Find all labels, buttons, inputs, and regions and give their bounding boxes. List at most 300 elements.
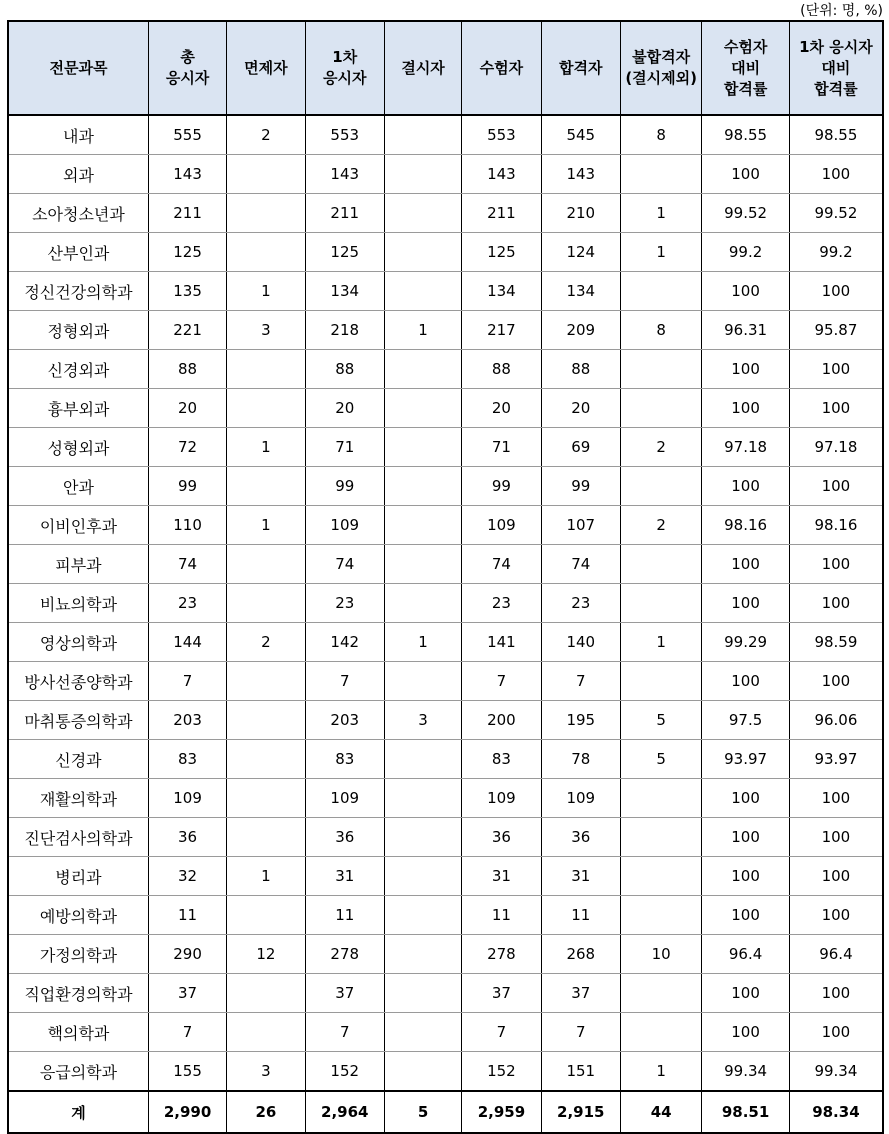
table-cell — [620, 896, 701, 935]
table-cell — [384, 389, 461, 428]
table-cell: 99.34 — [702, 1052, 790, 1092]
table-row — [8, 1052, 883, 1092]
table-body — [8, 115, 883, 1091]
table-cell — [227, 584, 305, 623]
table-cell — [384, 662, 461, 701]
total-cell: 2,990 — [148, 1091, 226, 1133]
table-cell: 5 — [620, 740, 701, 779]
table-cell — [620, 662, 701, 701]
specialty-name: 성형외과 — [8, 428, 148, 467]
table-cell: 97.18 — [789, 428, 883, 467]
table-cell: 553 — [305, 115, 384, 155]
table-row — [8, 233, 883, 272]
specialty-name: 마취통증의학과 — [8, 701, 148, 740]
table-cell: 211 — [305, 194, 384, 233]
table-row — [8, 272, 883, 311]
table-cell: 144 — [148, 623, 226, 662]
table-cell: 23 — [148, 584, 226, 623]
table-row — [8, 662, 883, 701]
table-cell: 7 — [148, 1013, 226, 1052]
table-cell: 88 — [541, 350, 620, 389]
specialty-name: 신경외과 — [8, 350, 148, 389]
table-cell — [227, 389, 305, 428]
table-cell: 135 — [148, 272, 226, 311]
table-cell: 3 — [384, 701, 461, 740]
table-cell: 100 — [702, 779, 790, 818]
table-cell: 203 — [148, 701, 226, 740]
table-cell — [620, 467, 701, 506]
table-cell: 109 — [541, 779, 620, 818]
table-cell: 100 — [789, 974, 883, 1013]
specialty-name: 신경과 — [8, 740, 148, 779]
table-cell — [620, 389, 701, 428]
table-cell — [620, 584, 701, 623]
table-cell: 2 — [620, 428, 701, 467]
table-cell: 152 — [462, 1052, 541, 1092]
table-cell: 71 — [462, 428, 541, 467]
table-cell: 93.97 — [789, 740, 883, 779]
specialty-name: 내과 — [8, 115, 148, 155]
table-cell: 1 — [384, 623, 461, 662]
table-cell: 100 — [702, 272, 790, 311]
table-cell: 100 — [789, 584, 883, 623]
table-cell: 100 — [789, 350, 883, 389]
table-cell: 93.97 — [702, 740, 790, 779]
table-cell: 96.4 — [789, 935, 883, 974]
table-cell: 134 — [462, 272, 541, 311]
table-cell: 23 — [541, 584, 620, 623]
table-cell: 7 — [305, 662, 384, 701]
table-row — [8, 350, 883, 389]
table-cell: 555 — [148, 115, 226, 155]
total-cell: 44 — [620, 1091, 701, 1133]
table-cell: 37 — [148, 974, 226, 1013]
table-cell: 100 — [789, 896, 883, 935]
total-cell: 2,915 — [541, 1091, 620, 1133]
table-cell: 134 — [305, 272, 384, 311]
table-cell — [384, 115, 461, 155]
table-cell: 1 — [227, 428, 305, 467]
table-cell: 23 — [305, 584, 384, 623]
table-cell: 100 — [702, 896, 790, 935]
table-cell: 125 — [148, 233, 226, 272]
table-cell: 100 — [789, 857, 883, 896]
table-cell: 141 — [462, 623, 541, 662]
total-row — [8, 1091, 883, 1133]
table-cell — [227, 233, 305, 272]
total-cell: 2,959 — [462, 1091, 541, 1133]
table-cell — [620, 974, 701, 1013]
table-cell — [227, 701, 305, 740]
table-cell: 151 — [541, 1052, 620, 1092]
table-row — [8, 545, 883, 584]
table-cell: 100 — [702, 545, 790, 584]
table-cell: 72 — [148, 428, 226, 467]
table-cell: 100 — [702, 155, 790, 194]
table-cell — [384, 974, 461, 1013]
col-header-pass-rate-first: 1차 응시자 대비 합격률 — [789, 21, 883, 115]
table-cell: 2 — [227, 115, 305, 155]
table-cell: 36 — [541, 818, 620, 857]
table-cell: 99.34 — [789, 1052, 883, 1092]
table-row — [8, 896, 883, 935]
table-cell: 31 — [541, 857, 620, 896]
col-header-passed: 합격자 — [541, 21, 620, 115]
total-label: 계 — [8, 1091, 148, 1133]
specialty-name: 영상의학과 — [8, 623, 148, 662]
table-cell — [384, 233, 461, 272]
total-cell: 26 — [227, 1091, 305, 1133]
table-cell: 71 — [305, 428, 384, 467]
table-cell: 143 — [305, 155, 384, 194]
table-cell: 99.52 — [702, 194, 790, 233]
table-cell: 78 — [541, 740, 620, 779]
table-cell — [384, 467, 461, 506]
table-cell — [620, 350, 701, 389]
table-cell: 11 — [305, 896, 384, 935]
table-row — [8, 506, 883, 545]
table-cell: 83 — [148, 740, 226, 779]
table-cell: 99.2 — [789, 233, 883, 272]
table-cell: 142 — [305, 623, 384, 662]
table-cell: 217 — [462, 311, 541, 350]
table-cell — [384, 1013, 461, 1052]
table-cell: 8 — [620, 115, 701, 155]
table-row — [8, 857, 883, 896]
table-cell — [384, 155, 461, 194]
table-row — [8, 467, 883, 506]
table-cell: 100 — [702, 350, 790, 389]
specialty-name: 안과 — [8, 467, 148, 506]
table-cell: 7 — [541, 662, 620, 701]
table-cell — [384, 857, 461, 896]
table-cell: 134 — [541, 272, 620, 311]
table-cell: 83 — [462, 740, 541, 779]
table-cell: 100 — [789, 1013, 883, 1052]
specialty-name: 비뇨의학과 — [8, 584, 148, 623]
table-cell — [620, 545, 701, 584]
specialty-name: 정신건강의학과 — [8, 272, 148, 311]
table-cell: 83 — [305, 740, 384, 779]
table-cell — [620, 857, 701, 896]
specialty-name: 응급의학과 — [8, 1052, 148, 1092]
table-cell: 98.16 — [789, 506, 883, 545]
table-cell: 211 — [462, 194, 541, 233]
table-cell — [384, 350, 461, 389]
table-row — [8, 935, 883, 974]
table-cell: 100 — [789, 389, 883, 428]
table-cell: 32 — [148, 857, 226, 896]
table-cell: 155 — [148, 1052, 226, 1092]
table-cell: 7 — [148, 662, 226, 701]
table-cell: 100 — [789, 272, 883, 311]
table-cell: 36 — [462, 818, 541, 857]
table-cell: 290 — [148, 935, 226, 974]
table-cell: 278 — [305, 935, 384, 974]
table-row — [8, 701, 883, 740]
col-header-failed: 불합격자 (결시제외) — [620, 21, 701, 115]
specialty-name: 진단검사의학과 — [8, 818, 148, 857]
table-cell: 1 — [620, 623, 701, 662]
table-cell: 69 — [541, 428, 620, 467]
table-cell: 211 — [148, 194, 226, 233]
total-cell: 5 — [384, 1091, 461, 1133]
table-cell: 100 — [789, 545, 883, 584]
table-cell: 1 — [227, 857, 305, 896]
table-cell: 100 — [702, 1013, 790, 1052]
table-cell: 5 — [620, 701, 701, 740]
col-header-pass-rate-examinees: 수험자 대비 합격률 — [702, 21, 790, 115]
table-cell: 100 — [702, 389, 790, 428]
table-cell: 545 — [541, 115, 620, 155]
table-cell — [227, 779, 305, 818]
table-cell: 109 — [305, 506, 384, 545]
table-cell: 31 — [305, 857, 384, 896]
table-cell — [384, 506, 461, 545]
unit-note: (단위: 명, %) — [800, 3, 883, 19]
table-cell: 99 — [148, 467, 226, 506]
table-cell: 1 — [620, 194, 701, 233]
table-cell: 97.18 — [702, 428, 790, 467]
table-cell: 11 — [462, 896, 541, 935]
table-cell: 200 — [462, 701, 541, 740]
table-cell — [227, 896, 305, 935]
table-cell: 124 — [541, 233, 620, 272]
table-cell: 278 — [462, 935, 541, 974]
table-cell: 96.4 — [702, 935, 790, 974]
table-cell: 218 — [305, 311, 384, 350]
table-cell — [620, 155, 701, 194]
col-header-examinees: 수험자 — [462, 21, 541, 115]
table-cell: 100 — [702, 974, 790, 1013]
table-row — [8, 779, 883, 818]
table-cell: 20 — [462, 389, 541, 428]
table-cell: 96.31 — [702, 311, 790, 350]
table-cell: 10 — [620, 935, 701, 974]
table-cell: 8 — [620, 311, 701, 350]
table-cell: 107 — [541, 506, 620, 545]
table-cell: 37 — [541, 974, 620, 1013]
specialty-name: 산부인과 — [8, 233, 148, 272]
table-cell: 99.29 — [702, 623, 790, 662]
specialty-name: 정형외과 — [8, 311, 148, 350]
table-cell — [227, 818, 305, 857]
table-cell: 88 — [462, 350, 541, 389]
table-cell: 74 — [541, 545, 620, 584]
specialty-name: 방사선종양학과 — [8, 662, 148, 701]
table-cell: 110 — [148, 506, 226, 545]
table-cell: 1 — [227, 272, 305, 311]
table-row — [8, 818, 883, 857]
table-cell: 221 — [148, 311, 226, 350]
col-header-absentees: 결시자 — [384, 21, 461, 115]
table-cell — [384, 194, 461, 233]
header-row — [8, 21, 883, 115]
table-row — [8, 155, 883, 194]
table-cell: 100 — [789, 779, 883, 818]
table-cell: 100 — [702, 818, 790, 857]
table-cell: 37 — [462, 974, 541, 1013]
table-cell: 100 — [702, 662, 790, 701]
table-cell: 2 — [227, 623, 305, 662]
exam-results-table — [7, 20, 884, 1134]
table-row — [8, 974, 883, 1013]
table-cell — [384, 740, 461, 779]
table-row — [8, 115, 883, 155]
col-header-total-applicants: 총 응시자 — [148, 21, 226, 115]
table-cell: 100 — [789, 155, 883, 194]
table-cell: 3 — [227, 311, 305, 350]
table-cell: 97.5 — [702, 701, 790, 740]
specialty-name: 예방의학과 — [8, 896, 148, 935]
table-cell — [384, 896, 461, 935]
table-cell: 74 — [305, 545, 384, 584]
table-cell: 74 — [148, 545, 226, 584]
col-header-exempted: 면제자 — [227, 21, 305, 115]
table-cell — [384, 545, 461, 584]
total-cell: 98.51 — [702, 1091, 790, 1133]
table-row — [8, 194, 883, 233]
table-cell — [227, 662, 305, 701]
table-row — [8, 740, 883, 779]
table-cell — [620, 1013, 701, 1052]
specialty-name: 피부과 — [8, 545, 148, 584]
specialty-name: 가정의학과 — [8, 935, 148, 974]
table-cell: 152 — [305, 1052, 384, 1092]
table-cell: 20 — [541, 389, 620, 428]
specialty-name: 병리과 — [8, 857, 148, 896]
table-cell: 195 — [541, 701, 620, 740]
table-cell: 11 — [541, 896, 620, 935]
table-cell: 36 — [305, 818, 384, 857]
table-cell — [384, 935, 461, 974]
table-cell — [384, 1052, 461, 1092]
table-cell: 98.59 — [789, 623, 883, 662]
table-cell: 100 — [789, 818, 883, 857]
table-footer — [8, 1091, 883, 1133]
table-row — [8, 428, 883, 467]
specialty-name: 흉부외과 — [8, 389, 148, 428]
total-cell: 2,964 — [305, 1091, 384, 1133]
table-cell: 109 — [462, 779, 541, 818]
table-cell — [227, 194, 305, 233]
table-cell: 268 — [541, 935, 620, 974]
table-cell: 95.87 — [789, 311, 883, 350]
table-cell: 125 — [462, 233, 541, 272]
table-cell: 99 — [305, 467, 384, 506]
table-cell — [620, 818, 701, 857]
table-cell: 23 — [462, 584, 541, 623]
table-cell — [227, 1013, 305, 1052]
table-cell: 209 — [541, 311, 620, 350]
table-cell — [384, 584, 461, 623]
table-cell: 7 — [305, 1013, 384, 1052]
table-cell: 98.16 — [702, 506, 790, 545]
table-cell: 1 — [620, 233, 701, 272]
table-cell: 3 — [227, 1052, 305, 1092]
table-cell: 88 — [148, 350, 226, 389]
table-cell: 98.55 — [789, 115, 883, 155]
specialty-name: 재활의학과 — [8, 779, 148, 818]
table-cell: 210 — [541, 194, 620, 233]
table-cell: 20 — [305, 389, 384, 428]
table-cell: 100 — [789, 662, 883, 701]
specialty-name: 이비인후과 — [8, 506, 148, 545]
table-cell — [227, 350, 305, 389]
table-cell: 11 — [148, 896, 226, 935]
table-cell: 12 — [227, 935, 305, 974]
specialty-name: 직업환경의학과 — [8, 974, 148, 1013]
table-cell: 2 — [620, 506, 701, 545]
table-cell: 36 — [148, 818, 226, 857]
table-cell — [620, 779, 701, 818]
table-cell: 99.52 — [789, 194, 883, 233]
table-cell — [227, 974, 305, 1013]
table-cell: 1 — [384, 311, 461, 350]
table-cell: 99.2 — [702, 233, 790, 272]
table-cell: 31 — [462, 857, 541, 896]
table-cell: 7 — [541, 1013, 620, 1052]
table-cell — [620, 272, 701, 311]
table-cell: 553 — [462, 115, 541, 155]
table-cell: 143 — [148, 155, 226, 194]
table-cell: 109 — [305, 779, 384, 818]
table-cell: 88 — [305, 350, 384, 389]
table-cell: 125 — [305, 233, 384, 272]
col-header-specialty: 전문과목 — [8, 21, 148, 115]
table-cell: 37 — [305, 974, 384, 1013]
table-cell: 109 — [462, 506, 541, 545]
table-cell — [227, 155, 305, 194]
table-row — [8, 623, 883, 662]
table-cell: 109 — [148, 779, 226, 818]
table-cell: 1 — [620, 1052, 701, 1092]
table-cell: 7 — [462, 1013, 541, 1052]
table-cell — [384, 428, 461, 467]
table-row — [8, 584, 883, 623]
table-cell: 100 — [702, 584, 790, 623]
table-cell: 1 — [227, 506, 305, 545]
table-cell: 99 — [462, 467, 541, 506]
table-row — [8, 389, 883, 428]
specialty-name: 소아청소년과 — [8, 194, 148, 233]
table-cell — [384, 818, 461, 857]
table-cell: 98.55 — [702, 115, 790, 155]
table-cell: 100 — [702, 467, 790, 506]
table-cell: 74 — [462, 545, 541, 584]
table-cell — [227, 545, 305, 584]
table-cell: 99 — [541, 467, 620, 506]
table-cell — [227, 740, 305, 779]
table-cell: 143 — [462, 155, 541, 194]
table-cell — [227, 467, 305, 506]
table-cell: 7 — [462, 662, 541, 701]
table-cell: 203 — [305, 701, 384, 740]
specialty-name: 외과 — [8, 155, 148, 194]
table-cell: 140 — [541, 623, 620, 662]
table-cell: 96.06 — [789, 701, 883, 740]
table-row — [8, 311, 883, 350]
table-cell — [384, 272, 461, 311]
table-cell: 20 — [148, 389, 226, 428]
table-row — [8, 1013, 883, 1052]
table-cell — [384, 779, 461, 818]
table-header — [8, 21, 883, 115]
table-cell: 100 — [789, 467, 883, 506]
specialty-name: 핵의학과 — [8, 1013, 148, 1052]
table-cell: 100 — [702, 857, 790, 896]
total-cell: 98.34 — [789, 1091, 883, 1133]
